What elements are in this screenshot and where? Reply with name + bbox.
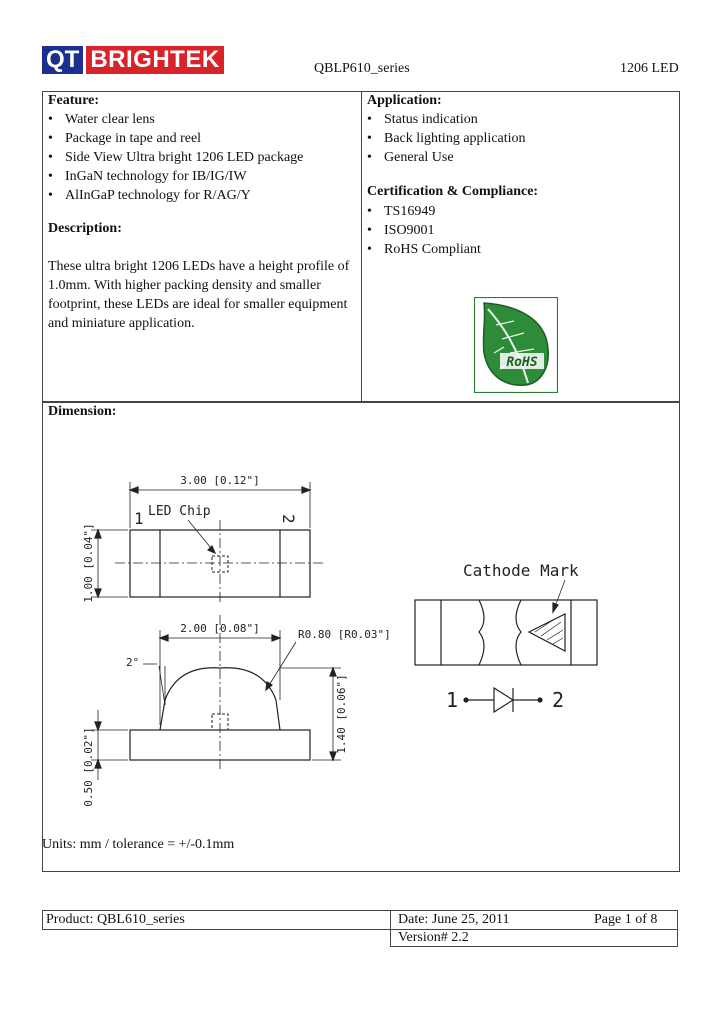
description-line: footprint, these LEDs are ideal for smaller equipment [48,297,348,312]
diode-pin1: 1 [446,688,459,712]
footer-product: Product: QBL610_series [46,912,185,927]
list-item: • AlInGaP technology for R/AG/Y [45,186,355,205]
list-item: • Back lighting application [364,129,664,148]
footer-divider [390,910,391,947]
list-item: • TS16949 [364,202,664,221]
feature-title: Feature: [48,93,100,108]
footer-bottom-border [390,946,678,947]
footer-page: Page 1 of 8 [594,912,658,927]
certification-title: Certification & Compliance: [367,184,539,199]
certification-list [364,202,664,259]
description-line: and miniature application. [48,316,195,331]
radius-dimension: R0.80 [R0.03"] [298,628,391,641]
application-list [364,110,664,167]
list-item: • Status indication [364,110,664,129]
led-chip-label: LED Chip [148,504,211,519]
list-item: • Side View Ultra bright 1206 LED package [45,148,355,167]
rohs-leaf-icon [474,297,558,393]
dimension-drawing [43,420,677,840]
dimension-title: Dimension: [48,404,117,419]
description-line: 1.0mm. With higher packing density and smaller [48,278,321,293]
list-item: • General Use [364,148,664,167]
package-bottom-view [415,600,597,665]
logo-qt: QT [42,46,83,74]
diode-symbol [494,688,513,712]
product-type: 1206 LED [620,61,679,76]
footer-left-border [42,910,43,930]
feature-list [45,110,355,205]
units-note: Units: mm / tolerance = +/-0.1mm [42,837,235,852]
cathode-mark-label: Cathode Mark [463,561,579,580]
logo-brightek: BRIGHTEK [86,46,223,74]
list-item: • ISO9001 [364,221,664,240]
list-item: • RoHS Compliant [364,240,664,259]
footer-top-border [42,910,678,911]
footer-mid-border [42,929,678,930]
base-dimension: 0.50 [0.02"] [82,727,95,807]
width-dimension: 3.00 [0.12"] [180,474,260,487]
diode-pin2: 2 [552,688,565,712]
pin1-label: 1 [134,509,144,528]
pad-dimension: 2.00 [0.08"] [180,622,260,635]
description-line: These ultra bright 1206 LEDs have a height profile of [48,259,350,274]
height-dimension: 1.00 [0.04"] [82,523,95,603]
footer-date: Date: June 25, 2011 [398,912,510,927]
footer-right-border [677,910,678,947]
brand-logo [42,46,224,74]
application-title: Application: [367,93,442,108]
total-height-dimension: 1.40 [0.06"] [335,674,348,754]
list-item: • Package in tape and reel [45,129,355,148]
footer-version: Version# 2.2 [398,930,469,945]
list-item: • Water clear lens [45,110,355,129]
series-title: QBLP610_series [314,61,410,76]
description-text [48,257,360,333]
list-item: • InGaN technology for IB/IG/IW [45,167,355,186]
section-divider [361,91,362,402]
angle-dimension: 2° [126,656,140,669]
pin2-label: 2 [279,514,298,524]
rohs-badge-text: RoHS [506,355,538,370]
description-title: Description: [48,221,122,236]
